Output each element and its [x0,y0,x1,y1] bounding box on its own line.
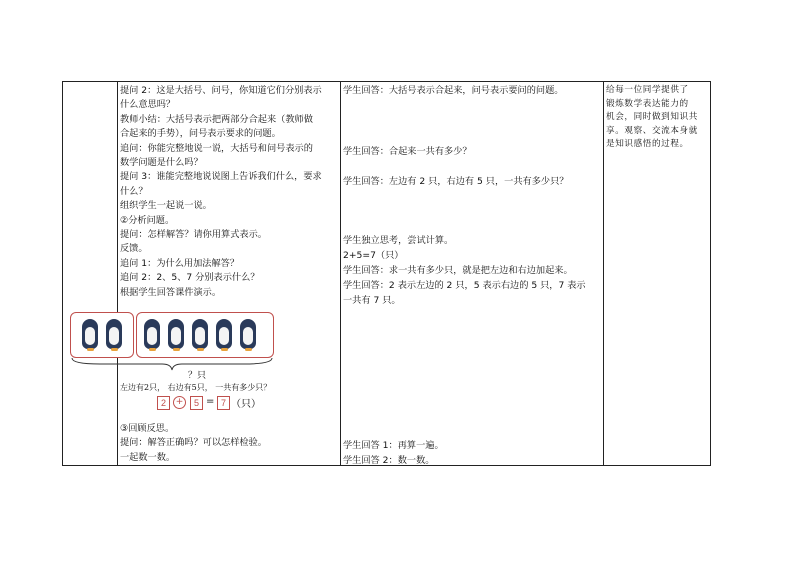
column-divider [603,82,604,465]
teacher-line: 组织学生一起说一说。 [120,200,212,212]
student-answer: 学生回答：求一共有多少只，就是把左边和右边加起来。 [343,265,573,276]
equation-result-box: 7 [217,396,230,410]
teacher-line: 反馈。 [120,243,148,255]
equation-addend-box: 5 [190,396,203,410]
student-answer: 学生回答：2 表示左边的 2 只，5 表示右边的 5 只，7 表示 [343,280,586,291]
equation-addend-box: 2 [157,396,170,410]
teacher-line: 提问 3：谁能完整地说说图上告诉我们什么，要求 [120,171,322,183]
teacher-line: 追问 1：为什么用加法解答？ [120,257,240,269]
question-label: ？只 [188,371,207,381]
figure-caption: 左边有2只， 右边有5只， 一共有多少只？ [120,383,272,392]
student-answer: 一共有 7 只。 [343,295,401,306]
teacher-line: ②分析问题。 [120,214,175,226]
teacher-line: 提问：解答正确吗？可以怎样检验。 [120,437,267,449]
intent-line: 给每一位同学提供了 [606,85,689,95]
student-equation: 2+5=7（只） [343,250,404,261]
teacher-line: 什么意思吗？ [120,99,176,111]
penguin-icon [82,319,98,349]
intent-line: 是知识感悟的过程。 [606,139,689,149]
design-intent-column [606,84,706,152]
penguin-icon [168,319,184,349]
teacher-line: 根据学生回答课件演示。 [120,286,222,298]
teacher-line: 合起来的手势），问号表示要求的问题。 [120,128,281,140]
student-answer: 学生回答 2：数一数。 [343,455,435,466]
intent-line: 机会，同时做到知识共 [606,112,698,122]
student-answer: 学生回答：大括号表示合起来，问号表示要问的问题。 [343,85,564,96]
brace-icon [70,356,274,372]
student-answer: 学生回答：合起来一共有多少？ [343,146,472,157]
intent-line: 锻炼数学表达能力的 [606,98,689,109]
teacher-line: 数学问题是什么吗？ [120,157,203,169]
column-divider [340,82,341,465]
equation-unit: （只） [231,399,261,410]
intent-line: 享。观察、交流本身就 [606,125,698,136]
teacher-line: 一起数一数。 [120,451,176,463]
penguin-icon [106,319,122,349]
student-answer: 学生回答 1：再算一遍。 [343,440,444,451]
teacher-line: 提问 2：这是大括号、问号，你知道它们分别表示 [120,85,322,96]
penguin-icon [216,319,232,349]
plus-icon: + [173,396,186,409]
student-answer: 学生独立思考，尝试计算。 [343,235,454,246]
penguin-illustration [70,312,280,432]
left-group-frame [70,312,134,358]
equals-sign: = [206,396,215,407]
penguin-icon [144,319,160,349]
teacher-line: 追问：你能完整地说一说，大括号和问号表示的 [120,142,313,154]
penguin-icon [192,319,208,349]
student-answer: 学生回答：左边有 2 只，右边有 5 只，一共有多少只？ [343,176,569,187]
teacher-line: 提问：怎样解答？请你用算式表示。 [120,229,267,241]
teacher-line: 追问 2：2、5、7 分别表示什么？ [120,272,260,284]
teacher-line: 什么？ [120,185,148,197]
penguin-icon [240,319,256,349]
teacher-line: 教师小结：大括号表示把两部分合起来（教师做 [120,113,313,125]
section-heading: ③回顾反思。 [120,423,175,434]
teacher-activity-column [120,84,338,300]
